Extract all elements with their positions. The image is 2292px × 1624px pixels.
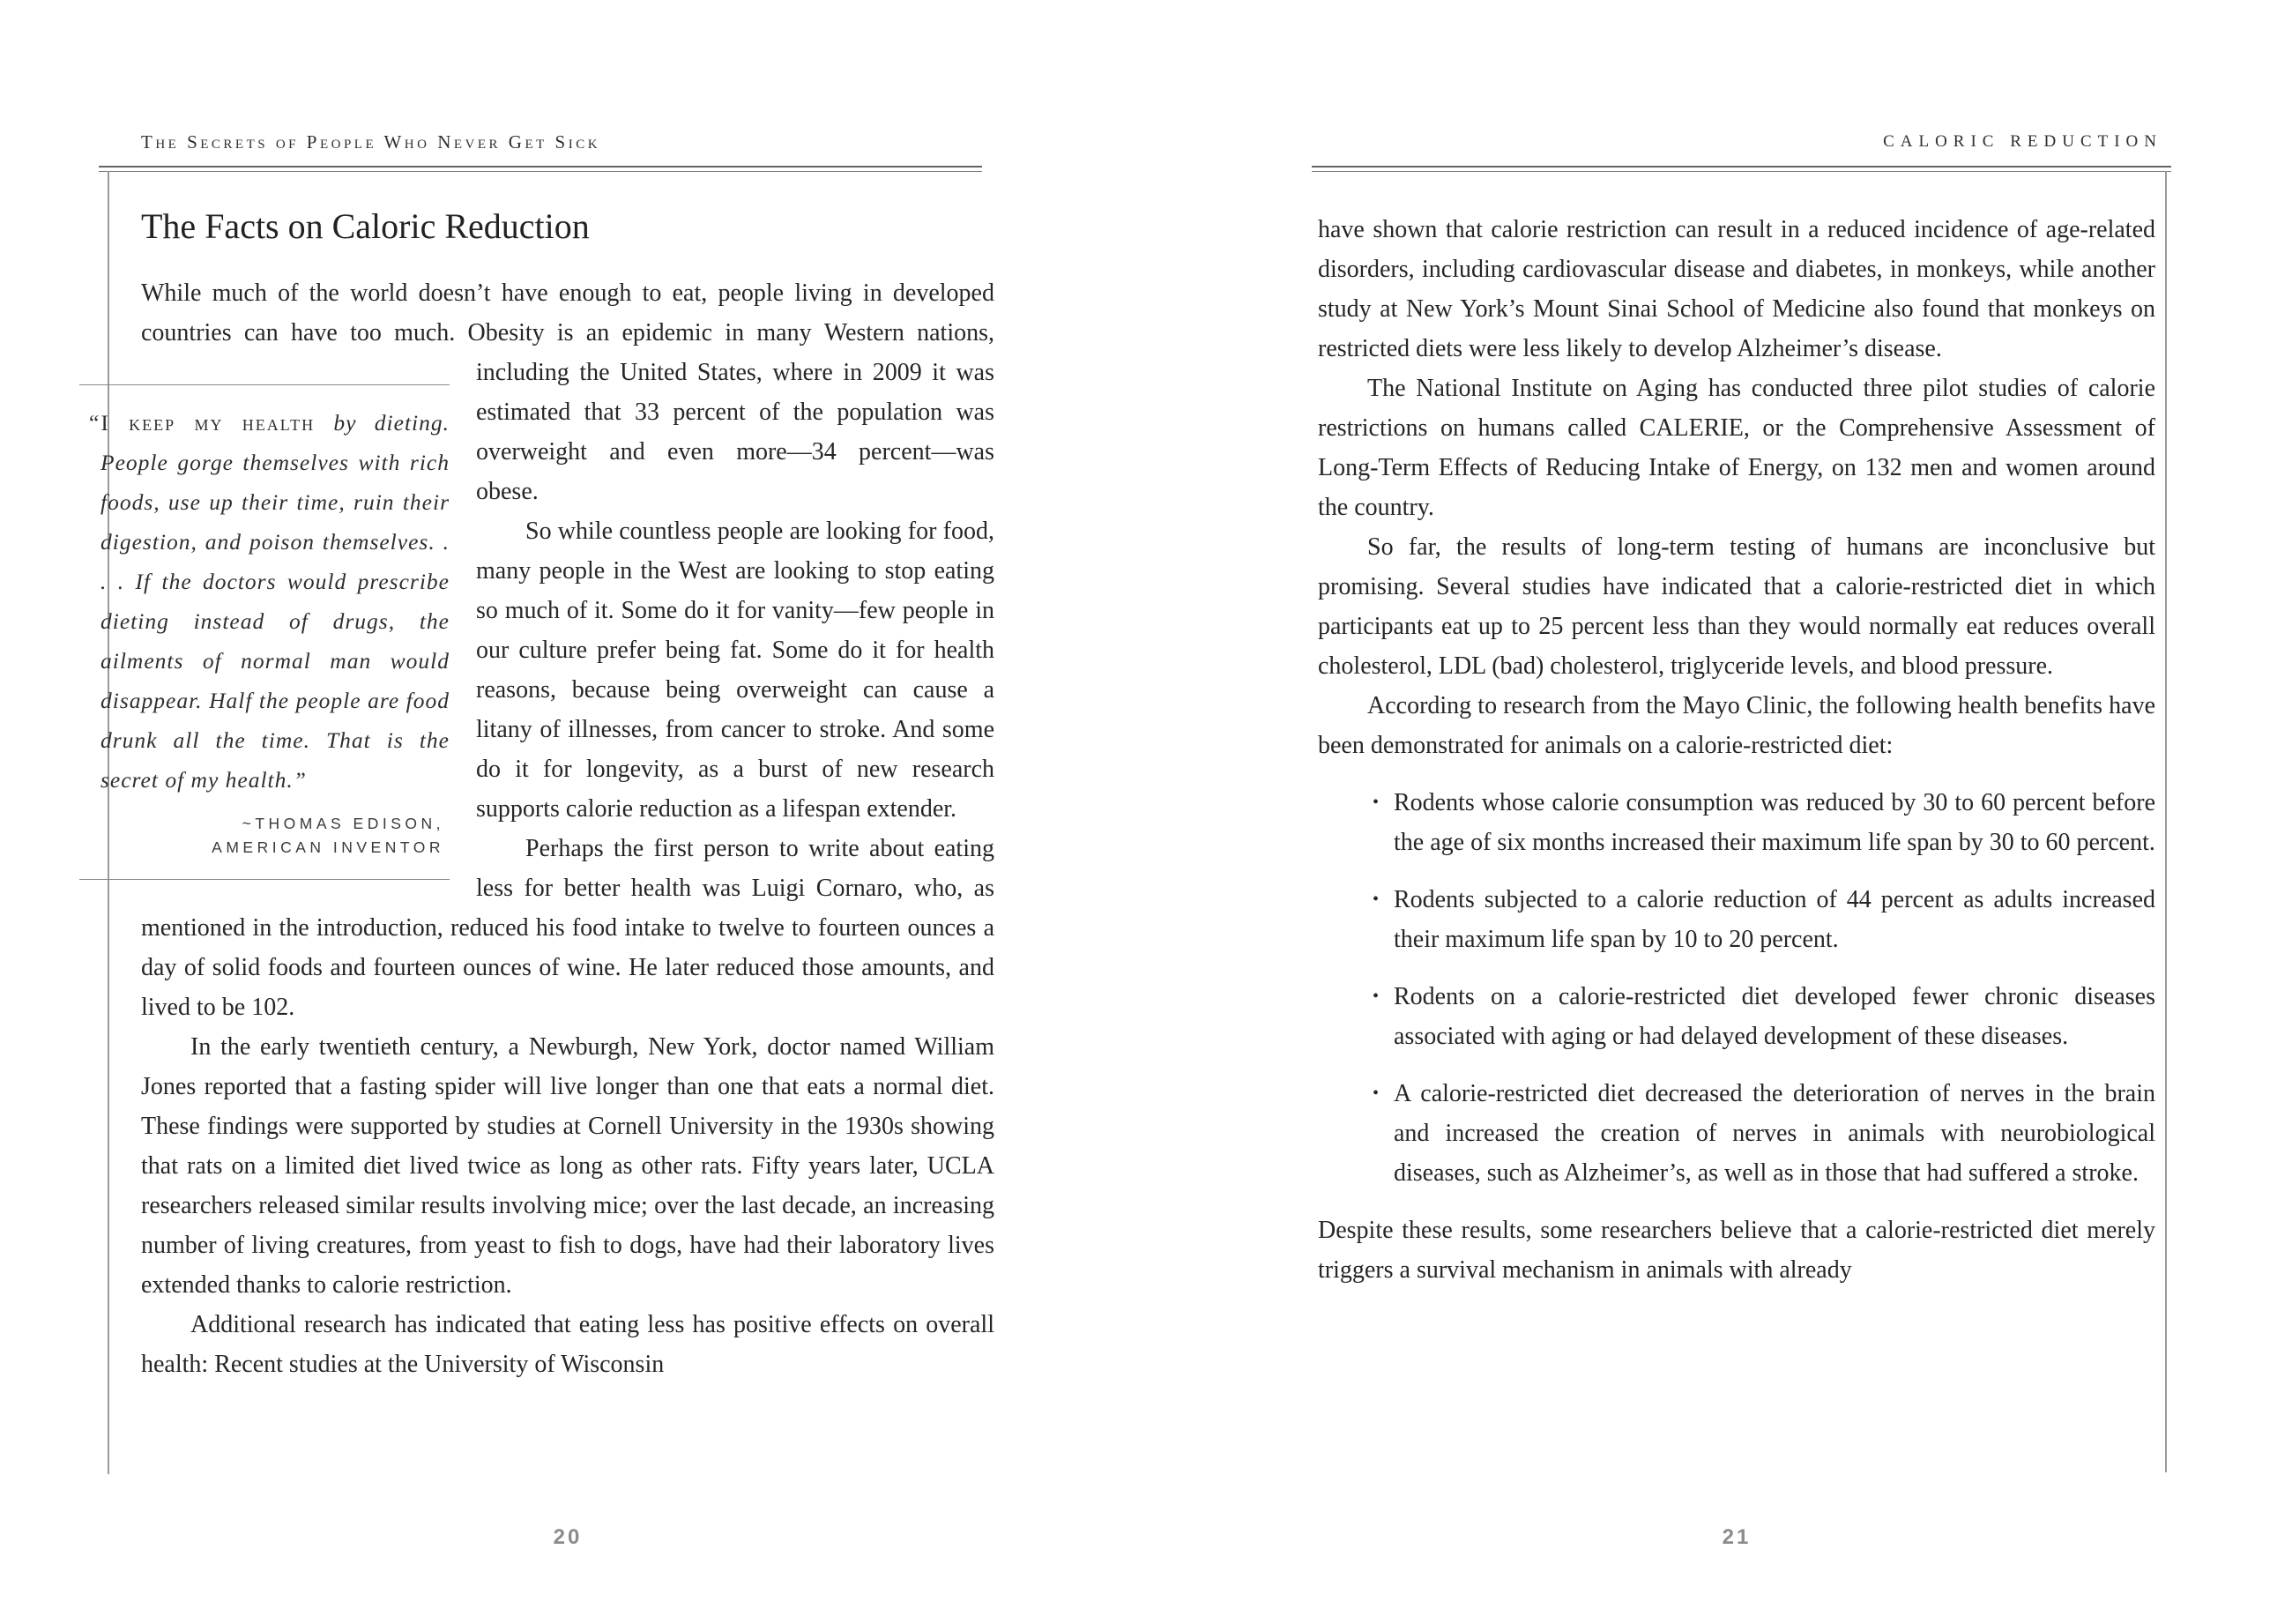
quote-rule-bottom <box>79 879 450 880</box>
quote-text <box>79 385 450 800</box>
quote-attribution-role: AMERICAN INVENTOR <box>212 838 444 856</box>
paragraph: According to research from the Mayo Clinic, the following health benefits have been demonstrated for animals on a calorie-restricted diet: <box>1318 692 2155 759</box>
section-title: The Facts on Caloric Reduction <box>141 206 590 246</box>
paragraph: have shown that calorie restriction can result in a reduced incidence of age-related disorders, including cardiovascular disease and diabetes, in monkeys, while another study at New York’s Mount Sinai School of Medicine also found that monkeys on restricted diets were less likely to develop Alzheimer’s disease. <box>1318 216 2155 362</box>
header-rule-right <box>1312 166 2171 172</box>
paragraph: The National Institute on Aging has conducted three pilot studies of calorie restrictions on humans called CALERIE, or the Comprehensive Assessment of Long-Term Effects of Reducing Intake of Energy, on 132 men and women around the country. <box>1318 375 2155 521</box>
right-page-text-block <box>1318 210 2155 1290</box>
paragraph: In the early twentieth century, a Newburgh, New York, doctor named William Jones reported that a fasting spider will live longer than one that eats a normal diet. These findings were supported by studies at Cornell University in the 1930s showing that rats on a limited diet lived twice as long as other rats. Fifty years later, UCLA researchers released similar results involving mice; over the last decade, an increasing number of living creatures, from yeast to fish to dogs, have had their laboratory lives extended thanks to calorie restriction. <box>141 1033 994 1299</box>
quote-lead-in: “I keep my health <box>89 410 334 436</box>
paragraph: Perhaps the first person to write about eating less for better health was Luigi Cornaro, who, as mentioned in the introduction, reduced his food intake to twelve to fourteen ounces a day of solid foods and fourteen ounces of wine. He later reduced those amounts, and lived to be 102. <box>141 835 994 1021</box>
quote-attribution-name: ~THOMAS EDISON, <box>242 815 444 832</box>
running-head-left: The Secrets of People Who Never Get Sick <box>141 131 601 153</box>
paragraph: So while countless people are looking for food, many people in the West are looking to stop eating so much of it. Some do it for vanity—few people in our culture prefer being fat. Some do it for health reasons, because being overweight can cause a litany of illnesses, from cancer to stroke. And some do it for longevity, as a burst of new research supports calorie reduction as a lifespan extender. <box>476 518 994 823</box>
pull-quote <box>79 384 450 880</box>
page-number-left: 20 <box>553 1525 583 1549</box>
running-head-right: CALORIC REDUCTION <box>1883 132 2162 151</box>
quote-attribution <box>79 812 450 860</box>
paragraph-intro-start: While much of the world doesn’t have enough to eat, people living in developed countries can have too much. Obesity is an epidemic in many <box>141 279 994 346</box>
paragraph: So far, the results of long-term testing of humans are inconclusive but promising. Several studies have indicated that a calorie-restricted diet in which participants eat up to 25 percent less than they would normally eat reduces overall cholesterol, LDL (bad) cholesterol, triglyceride levels, and blood pressure. <box>1318 533 2155 680</box>
header-rule-left <box>99 166 982 172</box>
page-number-right: 21 <box>1722 1525 1752 1549</box>
list-item: • A calorie-restricted diet decreased the deterioration of nerves in the brain and increased the creation of nerves in animals with neurobiological diseases, such as Alzheimer’s, as well as in those that had suffered a stroke. <box>1373 1074 2155 1193</box>
quote-body: by dieting. People gorge themselves with rich foods, use up their time, ruin their digestion, and poison themselves. . . . If the doctors would prescribe dieting instead of drugs, the ailments of normal man would disappear. Half the people are food drunk all the time. That is the secret of my health.” <box>100 410 450 793</box>
list-item: • Rodents subjected to a calorie reduction of 44 percent as adults increased their maximum life span by 10 to 20 percent. <box>1373 880 2155 959</box>
list-item: • Rodents whose calorie consumption was reduced by 30 to 60 percent before the age of six months increased their maximum life span by 30 to 60 percent. <box>1373 783 2155 862</box>
benefit-list <box>1373 783 2155 1193</box>
paragraph: Despite these results, some researchers believe that a calorie-restricted diet merely triggers a survival mechanism in animals with already <box>1318 1217 2155 1284</box>
left-page-text-block <box>89 205 994 1384</box>
list-item: • Rodents on a calorie-restricted diet developed fewer chronic diseases associated with aging or had delayed development of these diseases. <box>1373 977 2155 1056</box>
paragraph-intro-rest: Western nations, including the United States, where in 2009 it was estimated that 33 percent of the population was overweight and even more—34 percent—was obese. <box>476 319 994 505</box>
page-border-rule-right <box>2165 171 2167 1472</box>
paragraph: Additional research has indicated that eating less has positive effects on overall health: Recent studies at the University of Wisconsin <box>141 1311 994 1378</box>
